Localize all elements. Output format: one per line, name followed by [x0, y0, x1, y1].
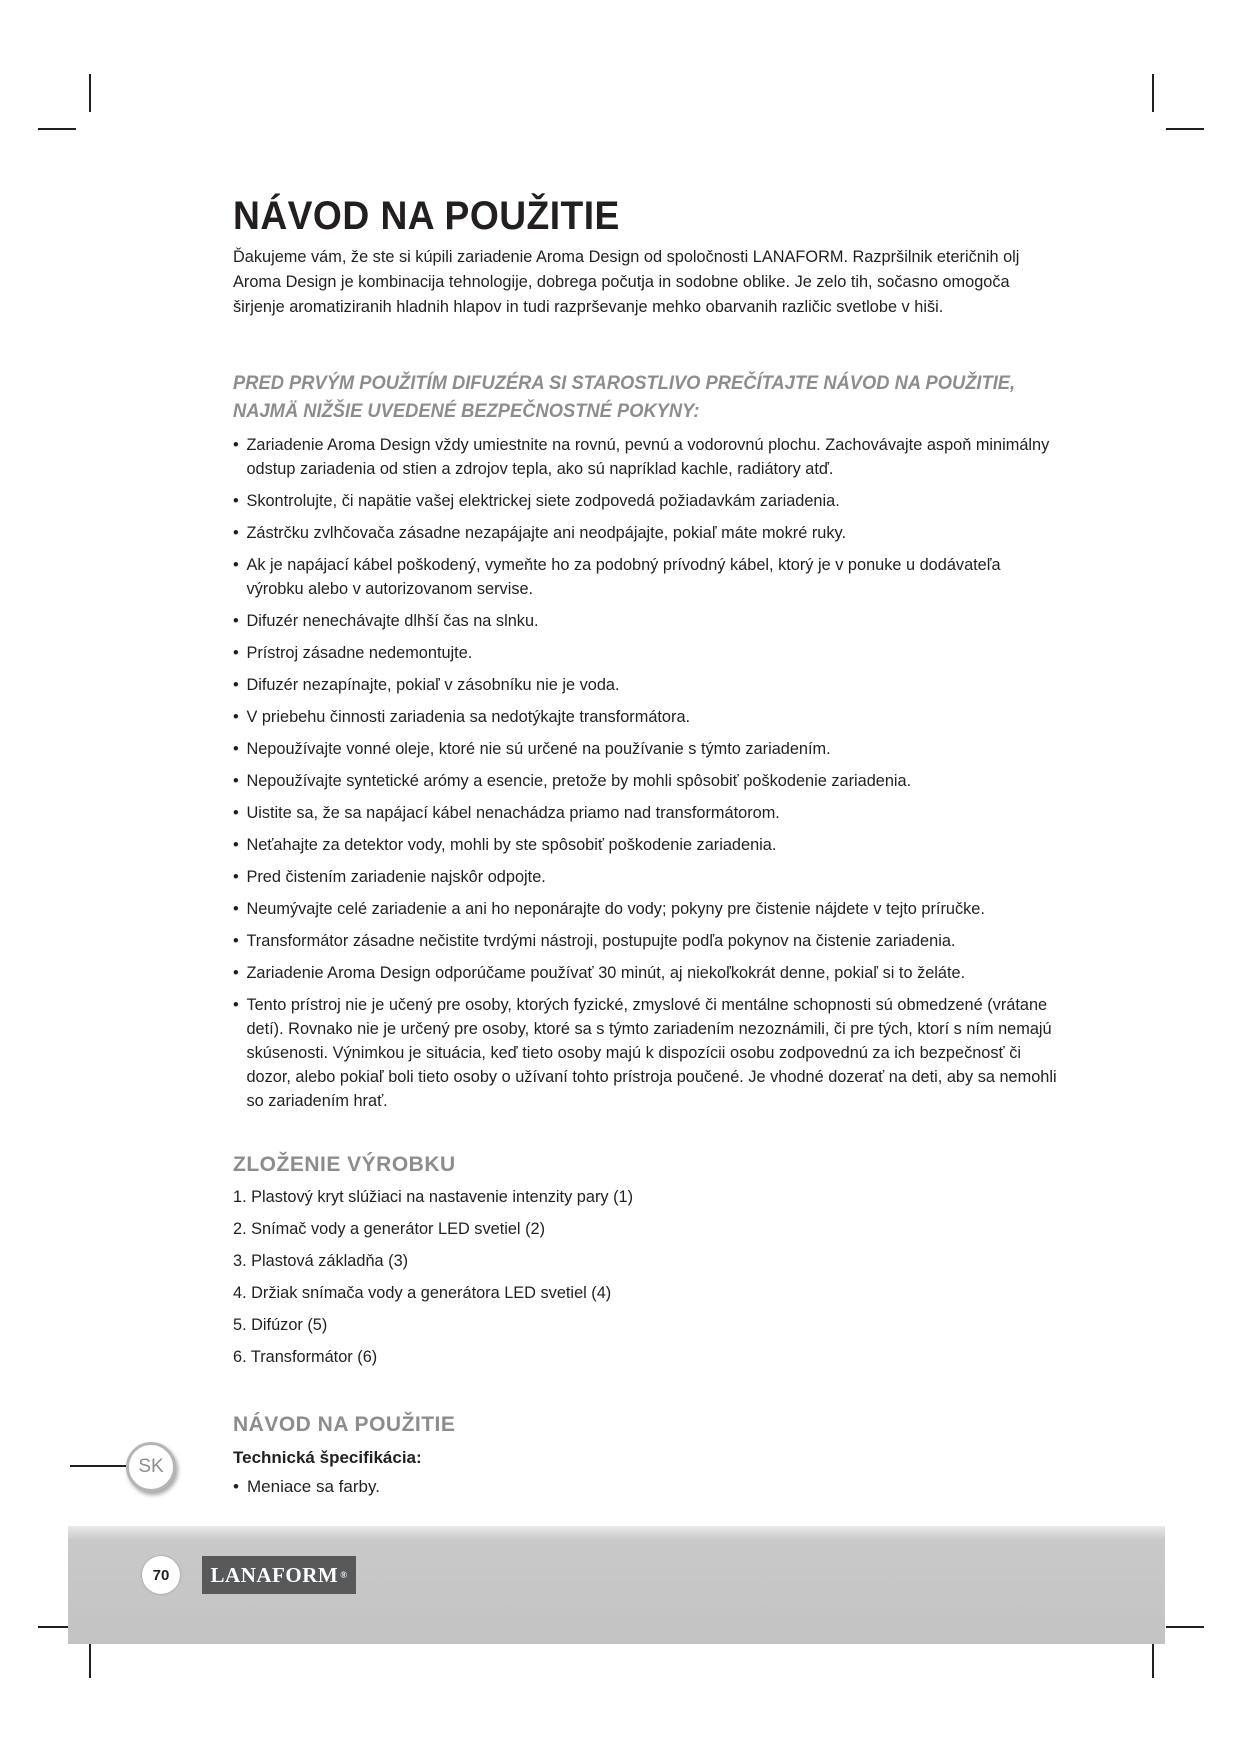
crop-mark — [38, 128, 76, 130]
list-item: • Tento prístroj nie je učený pre osoby, ktorých fyzické, zmyslové či mentálne schopnosti sú obmedzené (vrátane detí). Rovnako nie je určený pre osoby, ktoré sa s týmto zariadením nezoznámili, či pre tých, ktorí s ním nemajú skúsenosti. Výnimkou je situácia, keď tieto osoby majú k dispozícii osobu zodpovednú za ich bezpečnosť či dozor, alebo pokiaľ boli tieto osoby o užívaní tohto prístroja poučené. Je vhodné dozerať na deti, aby sa nemohli so zariadením hrať. — [233, 993, 1059, 1113]
list-item: • Neumývajte celé zariadenie a ani ho neponárajte do vody; pokyny pre čistenie nájdete v tejto príručke. — [233, 897, 1059, 921]
language-tab-line — [70, 1465, 126, 1467]
crop-mark — [89, 74, 91, 112]
list-item: • Skontrolujte, či napätie vašej elektrickej siete zodpovedá požiadavkám zariadenia. — [233, 489, 1059, 513]
spec-list — [233, 1475, 1093, 1499]
list-item: • Meniace sa farby. — [233, 1475, 1093, 1499]
crop-mark — [1152, 74, 1154, 112]
list-item: • Prístroj zásadne nedemontujte. — [233, 641, 1059, 665]
list-item: • Nepoužívajte vonné oleje, ktoré nie sú určené na používanie s týmto zariadením. — [233, 737, 1059, 761]
safety-list — [233, 433, 1093, 1113]
language-badge: SK — [126, 1442, 176, 1492]
page-number: 70 — [142, 1556, 180, 1594]
list-item: • Pred čistením zariadenie najskôr odpojte. — [233, 865, 1059, 889]
list-item: 2. Snímač vody a generátor LED svetiel (2) — [233, 1219, 546, 1238]
composition-list — [233, 1185, 1093, 1369]
list-item: 3. Plastová základňa (3) — [233, 1251, 409, 1270]
page-title: NÁVOD NA POUŽITIE — [233, 194, 620, 238]
crop-mark — [89, 1640, 91, 1678]
page-content — [233, 192, 1093, 1499]
list-item: • Zariadenie Aroma Design vždy umiestnite na rovnú, pevnú a vodorovnú plochu. Zachovávajte aspoň minimálny odstup zariadenia od stien a zdrojov tepla, ako sú napríklad kachle, radiátory atď. — [233, 433, 1059, 481]
list-item: • Neťahajte za detektor vody, mohli by ste spôsobiť poškodenie zariadenia. — [233, 833, 1059, 857]
intro-paragraph: Ďakujeme vám, že ste si kúpili zariadenie Aroma Design od spoločnosti LANAFORM. Razpršilnik eteričnih olj Aroma Design je kombinacija tehnologije, dobrega počutja in sodobne oblike. Je zelo tih, sočasno omogoča širjenje aromatiziranih hladnih hlapov in tudi razprševanje mehko obarvanih različic svetlobe v hiši. — [233, 247, 1020, 316]
registered-mark: ® — [340, 1570, 348, 1580]
crop-mark — [1166, 1626, 1204, 1628]
list-item: 1. Plastový kryt slúžiaci na nastavenie intenzity pary (1) — [233, 1187, 634, 1206]
list-item: • Ak je napájací kábel poškodený, vymeňte ho za podobný prívodný kábel, ktorý je v ponuke u dodávateľa výrobku alebo v autorizovanom servise. — [233, 553, 1059, 601]
crop-mark — [1152, 1640, 1154, 1678]
crop-mark — [1166, 128, 1204, 130]
list-item: • Transformátor zásadne nečistite tvrdými nástroji, postupujte podľa pokynov na čistenie zariadenia. — [233, 929, 1059, 953]
list-item: • V priebehu činnosti zariadenia sa nedotýkajte transformátora. — [233, 705, 1059, 729]
brand-name: LANAFORM — [210, 1562, 339, 1587]
composition-heading: ZLOŽENIE VÝROBKU — [233, 1153, 456, 1176]
list-item: 4. Držiak snímača vody a generátora LED svetiel (4) — [233, 1283, 612, 1302]
list-item: • Zástrčku zvlhčovača zásadne nezapájajte ani neodpájajte, pokiaľ máte mokré ruky. — [233, 521, 1059, 545]
safety-heading: PRED PRVÝM POUŽITÍM DIFUZÉRA SI STAROSTLIVO PREČÍTAJTE NÁVOD NA POUŽITIE, NAJMÄ NIŽŠIE UVEDENÉ BEZPEČNOSTNÉ POKYNY: — [233, 372, 1016, 422]
usage-heading: NÁVOD NA POUŽITIE — [233, 1413, 456, 1436]
list-item: 6. Transformátor (6) — [233, 1347, 378, 1366]
spec-label: Technická špecifikácia: — [233, 1448, 422, 1467]
list-item: • Difuzér nezapínajte, pokiaľ v zásobníku nie je voda. — [233, 673, 1059, 697]
list-item: • Difuzér nenechávajte dlhší čas na slnku. — [233, 609, 1059, 633]
brand-logo — [202, 1556, 356, 1594]
list-item: • Uistite sa, že sa napájací kábel nenachádza priamo nad transformátorom. — [233, 801, 1059, 825]
list-item: 5. Difúzor (5) — [233, 1315, 328, 1334]
list-item: • Nepoužívajte syntetické arómy a esencie, pretože by mohli spôsobiť poškodenie zariadenia. — [233, 769, 1059, 793]
list-item: • Zariadenie Aroma Design odporúčame používať 30 minút, aj niekoľkokrát denne, pokiaľ si to želáte. — [233, 961, 1059, 985]
